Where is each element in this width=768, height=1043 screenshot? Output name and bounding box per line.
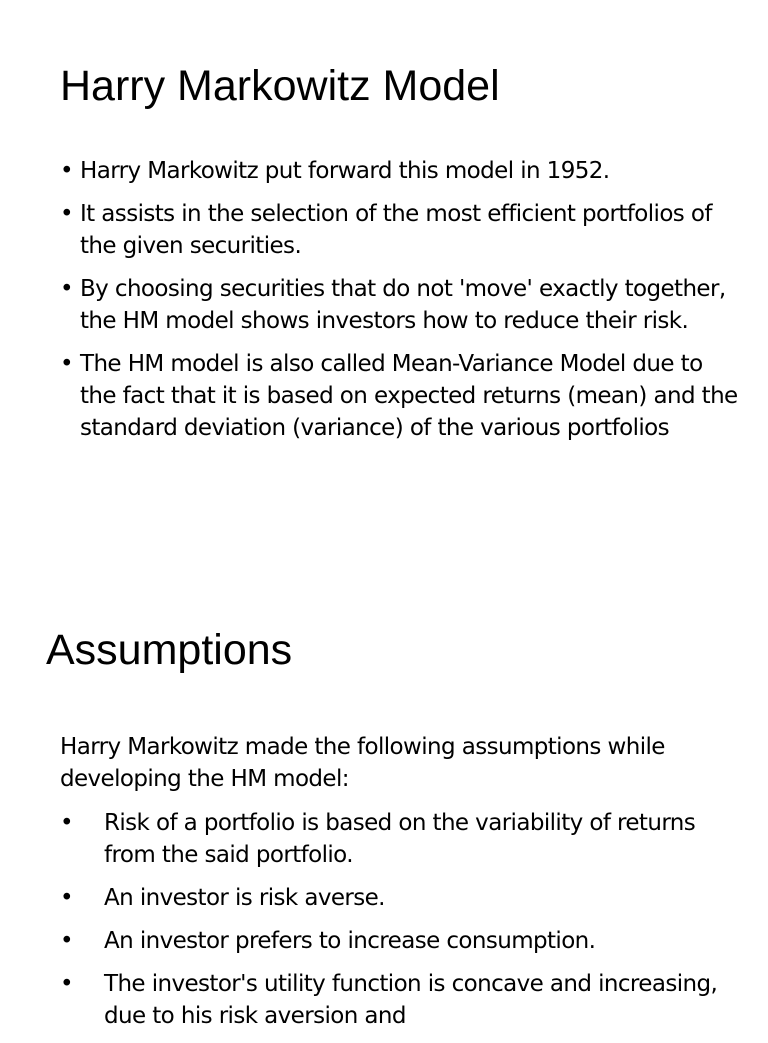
bullet-dot: •: [60, 885, 73, 911]
assumption-list: [60, 807, 720, 1043]
bullet-text: An investor prefers to increase consumption.: [104, 928, 596, 954]
bullet-text: The HM model is also called Mean-Variance Model due to the fact that it is based on expected returns (mean) and the standard deviation (variance) of the various portfolios: [80, 351, 738, 441]
bullet-text: The investor's utility function is concave and increasing, due to his risk aversion and: [104, 971, 718, 1029]
bullet-item: [60, 198, 740, 262]
bullet-dot: •: [60, 971, 73, 997]
bullet-dot: •: [60, 351, 73, 377]
bullet-item: [60, 273, 740, 337]
bullet-text: By choosing securities that do not 'move' exactly together, the HM model shows investors how to reduce their risk.: [80, 276, 726, 334]
bullet-text: Risk of a portfolio is based on the variability of returns from the said portfolio.: [104, 810, 696, 868]
bullet-item: [60, 882, 720, 914]
bullet-item: [60, 807, 720, 871]
bullet-dot: •: [60, 158, 73, 184]
bullet-dot: •: [60, 276, 73, 302]
slide-title: Harry Markowitz Model: [60, 62, 500, 110]
bullet-item: [60, 925, 720, 957]
slide-title: Assumptions: [46, 626, 293, 674]
bullet-dot: •: [60, 810, 73, 836]
bullet-item: [60, 155, 740, 187]
bullet-text: It assists in the selection of the most efficient portfolios of the given securities.: [80, 201, 712, 259]
bullet-item: [60, 968, 720, 1032]
intro-paragraph: Harry Markowitz made the following assumptions while developing the HM model:: [60, 734, 665, 792]
bullet-text: An investor is risk averse.: [104, 885, 385, 911]
bullet-dot: •: [60, 928, 73, 954]
bullet-list: [60, 155, 740, 455]
slide-assumptions: [0, 600, 768, 1029]
bullet-dot: •: [60, 201, 73, 227]
bullet-item: [60, 348, 740, 444]
bullet-text: Harry Markowitz put forward this model in 1952.: [80, 158, 610, 184]
